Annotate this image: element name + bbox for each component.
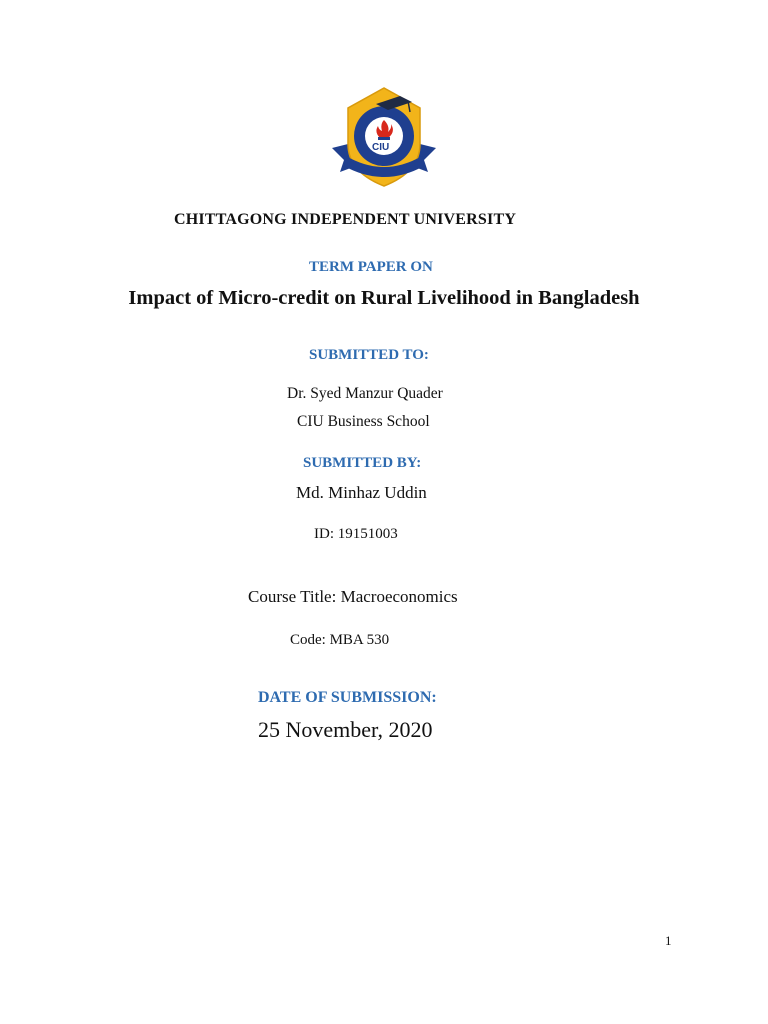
logo-initials: CIU [372,142,390,153]
ciu-crest-icon [328,86,440,192]
supervisor-department: CIU Business School [297,413,430,430]
student-id: ID: 19151003 [314,526,398,542]
supervisor-name: Dr. Syed Manzur Quader [287,385,443,402]
submission-date: 25 November, 2020 [258,717,433,742]
university-name: CHITTAGONG INDEPENDENT UNIVERSITY [174,211,517,228]
course-code: Code: MBA 530 [290,632,390,648]
page-number: 1 [665,933,672,948]
submitted-by-heading: SUBMITTED BY: [303,455,422,471]
course-title: Course Title: Macroeconomics [248,587,458,606]
submitted-to-heading: SUBMITTED TO: [309,347,429,363]
paper-title: Impact of Micro-credit on Rural Livelihood in Bangladesh [128,287,640,309]
student-name: Md. Minhaz Uddin [296,483,427,502]
university-logo [328,86,440,192]
term-paper-heading: TERM PAPER ON [309,259,433,275]
submission-date-heading: DATE OF SUBMISSION: [258,689,437,706]
